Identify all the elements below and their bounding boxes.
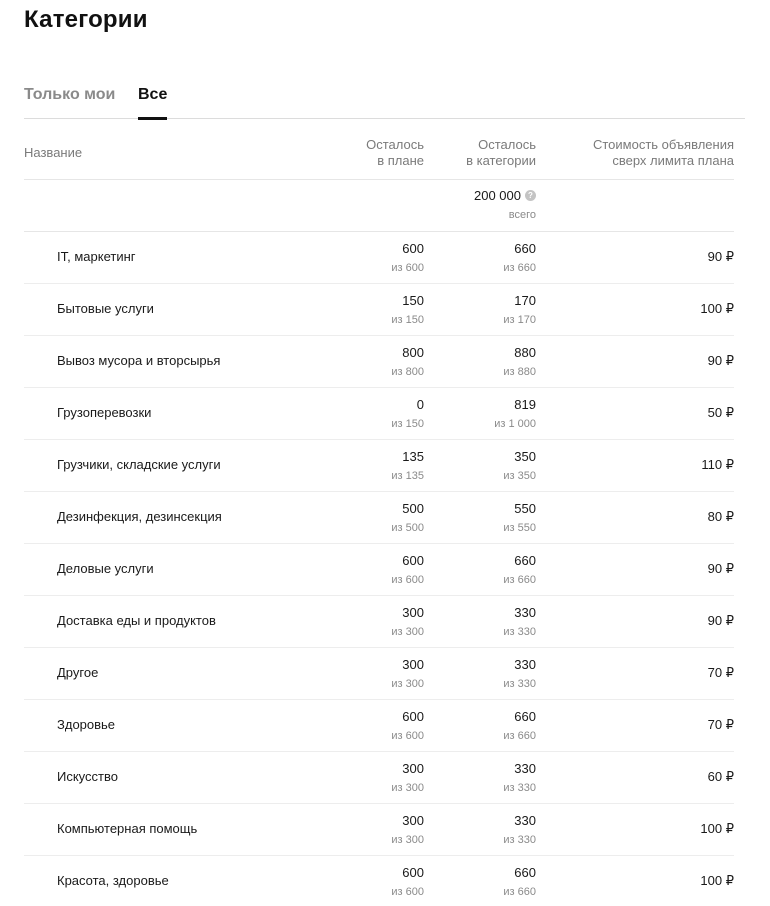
plan-remaining: 150 xyxy=(402,293,424,308)
info-icon[interactable]: ? xyxy=(525,190,536,201)
plan-total: из 150 xyxy=(391,418,424,430)
column-header-cost-line2: сверх лимита плана xyxy=(612,153,734,168)
plan-total: из 135 xyxy=(391,470,424,482)
plan-remaining: 300 xyxy=(402,605,424,620)
plan-total: из 600 xyxy=(391,886,424,898)
overlimit-cost: 70 ₽ xyxy=(707,665,734,680)
plan-total: из 600 xyxy=(391,574,424,586)
plan-total: из 600 xyxy=(391,730,424,742)
category-name: Грузчики, складские услуги xyxy=(57,457,221,472)
plan-remaining: 135 xyxy=(402,449,424,464)
table-row[interactable] xyxy=(24,856,734,906)
plan-remaining: 600 xyxy=(402,865,424,880)
category-total: из 170 xyxy=(503,314,536,326)
category-total: из 660 xyxy=(503,886,536,898)
category-remaining: 330 xyxy=(514,657,536,672)
total-value-wrap xyxy=(474,188,536,203)
plan-total: из 150 xyxy=(391,314,424,326)
overlimit-cost: 80 ₽ xyxy=(707,509,734,524)
category-remaining: 170 xyxy=(514,293,536,308)
overlimit-cost: 100 ₽ xyxy=(700,301,734,316)
table-row[interactable] xyxy=(24,596,734,648)
column-header-cost xyxy=(593,137,734,169)
table-row[interactable] xyxy=(24,700,734,752)
table-row[interactable] xyxy=(24,544,734,596)
table-body xyxy=(24,232,734,906)
category-remaining: 550 xyxy=(514,501,536,516)
page-title: Категории xyxy=(24,6,148,33)
category-total: из 550 xyxy=(503,522,536,534)
category-name: Компьютерная помощь xyxy=(57,821,198,836)
category-tabs xyxy=(24,84,745,119)
plan-remaining: 500 xyxy=(402,501,424,516)
plan-remaining: 600 xyxy=(402,709,424,724)
category-total: из 350 xyxy=(503,470,536,482)
category-name: Бытовые услуги xyxy=(57,301,154,316)
table-row[interactable] xyxy=(24,284,734,336)
overlimit-cost: 100 ₽ xyxy=(700,821,734,836)
plan-remaining: 0 xyxy=(416,397,424,412)
category-remaining: 350 xyxy=(514,449,536,464)
category-remaining: 660 xyxy=(514,709,536,724)
category-name: Грузоперевозки xyxy=(57,405,152,420)
column-header-category xyxy=(466,137,536,169)
column-header-plan-line2: в плане xyxy=(377,153,424,168)
plan-total: из 500 xyxy=(391,522,424,534)
table-row[interactable] xyxy=(24,388,734,440)
tab-all[interactable]: Все xyxy=(138,84,167,119)
plan-total: из 300 xyxy=(391,678,424,690)
tab-only-mine[interactable]: Только мои xyxy=(24,86,116,103)
category-total: из 660 xyxy=(503,730,536,742)
category-remaining: 660 xyxy=(514,865,536,880)
plan-total: из 300 xyxy=(391,834,424,846)
column-header-plan xyxy=(366,137,424,169)
category-remaining: 880 xyxy=(514,345,536,360)
overlimit-cost: 110 ₽ xyxy=(701,457,734,472)
overlimit-cost: 90 ₽ xyxy=(707,561,734,576)
category-name: Красота, здоровье xyxy=(57,873,169,888)
plan-remaining: 600 xyxy=(402,241,424,256)
category-name: Доставка еды и продуктов xyxy=(57,613,216,628)
plan-remaining: 300 xyxy=(402,657,424,672)
total-value: 200 000 xyxy=(474,188,521,203)
category-total: из 1 000 xyxy=(494,418,536,430)
category-name: Вывоз мусора и вторсырья xyxy=(57,353,221,368)
category-name: IT, маркетинг xyxy=(57,249,136,264)
category-total: из 330 xyxy=(503,834,536,846)
column-header-category-line1: Осталось xyxy=(478,137,536,152)
column-header-name: Название xyxy=(24,145,83,160)
plan-total: из 800 xyxy=(391,366,424,378)
category-total: из 660 xyxy=(503,574,536,586)
column-header-plan-line1: Осталось xyxy=(366,137,424,152)
category-remaining: 660 xyxy=(514,241,536,256)
plan-total: из 300 xyxy=(391,626,424,638)
category-total: из 330 xyxy=(503,678,536,690)
overlimit-cost: 100 ₽ xyxy=(700,873,734,888)
total-row xyxy=(24,180,734,232)
category-name: Другое xyxy=(57,665,99,680)
table-row[interactable] xyxy=(24,648,734,700)
table-row[interactable] xyxy=(24,804,734,856)
column-header-cost-line1: Стоимость объявления xyxy=(592,137,734,152)
overlimit-cost: 50 ₽ xyxy=(707,405,734,420)
plan-total: из 300 xyxy=(391,782,424,794)
overlimit-cost: 90 ₽ xyxy=(707,249,734,264)
category-remaining: 330 xyxy=(514,813,536,828)
table-row[interactable] xyxy=(24,336,734,388)
category-name: Дезинфекция, дезинсекция xyxy=(57,509,222,524)
category-name: Деловые услуги xyxy=(57,561,154,576)
category-remaining: 819 xyxy=(514,397,536,412)
category-total: из 660 xyxy=(503,262,536,274)
table-row[interactable] xyxy=(24,440,734,492)
overlimit-cost: 60 ₽ xyxy=(707,769,734,784)
table-header xyxy=(24,119,734,180)
plan-remaining: 300 xyxy=(402,813,424,828)
overlimit-cost: 90 ₽ xyxy=(707,613,734,628)
category-total: из 880 xyxy=(503,366,536,378)
total-label: всего xyxy=(508,209,536,221)
categories-table xyxy=(24,119,734,906)
category-total: из 330 xyxy=(503,782,536,794)
table-row[interactable] xyxy=(24,492,734,544)
plan-remaining: 600 xyxy=(402,553,424,568)
table-row[interactable] xyxy=(24,232,734,284)
category-name: Здоровье xyxy=(57,717,116,732)
table-row[interactable] xyxy=(24,752,734,804)
category-remaining: 330 xyxy=(514,761,536,776)
overlimit-cost: 70 ₽ xyxy=(707,717,734,732)
plan-remaining: 800 xyxy=(402,345,424,360)
category-name: Искусство xyxy=(57,769,118,784)
plan-remaining: 300 xyxy=(402,761,424,776)
category-total: из 330 xyxy=(503,626,536,638)
category-remaining: 330 xyxy=(514,605,536,620)
column-header-category-line2: в категории xyxy=(466,153,536,168)
overlimit-cost: 90 ₽ xyxy=(707,353,734,368)
category-remaining: 660 xyxy=(514,553,536,568)
plan-total: из 600 xyxy=(391,262,424,274)
